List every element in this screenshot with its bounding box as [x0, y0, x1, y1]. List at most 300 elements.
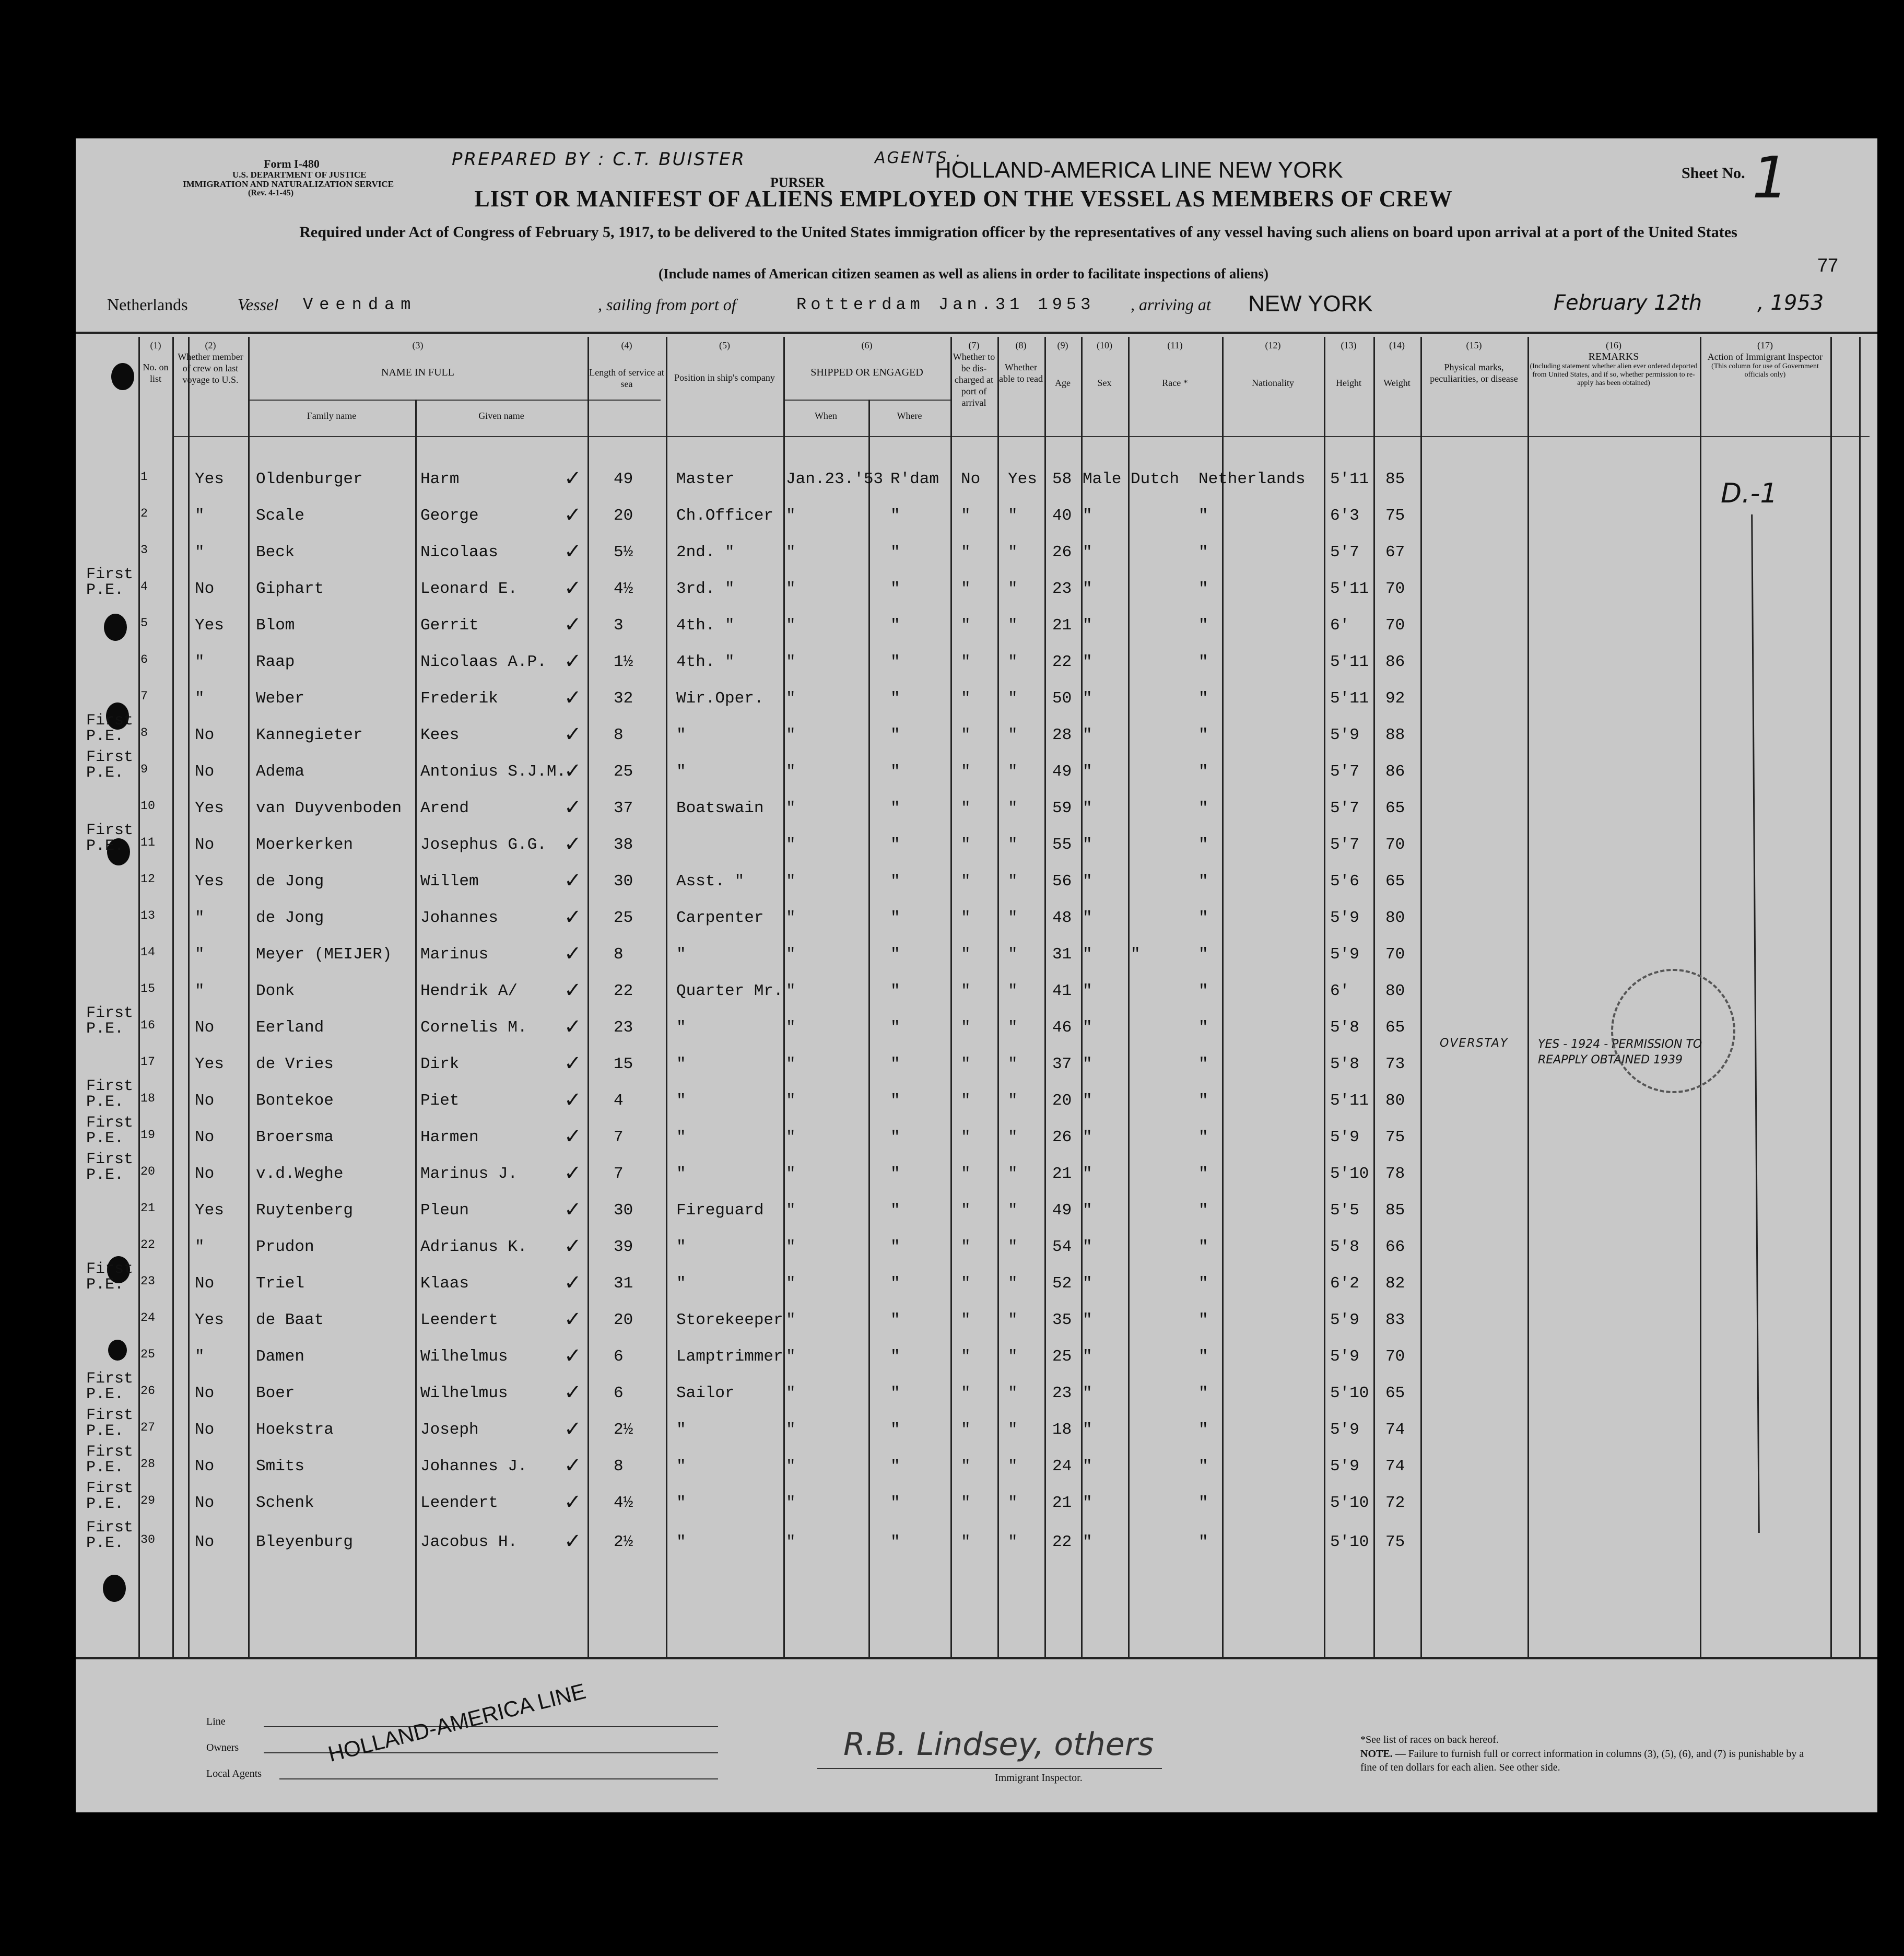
cell-able-to-read: "	[1008, 1238, 1018, 1256]
cell-weight: 80	[1385, 982, 1405, 1000]
cell-length-of-service: 3	[614, 616, 624, 635]
cell-sex: "	[1083, 726, 1092, 744]
col-number: (7)	[968, 340, 980, 350]
col-label: Action of Immigrant Inspector	[1707, 352, 1823, 362]
cell-sex: "	[1083, 982, 1092, 1000]
note-text: — Failure to furnish full or correct information in columns (3), (5), (6), and (7) is punishable by a fine of ten dollars for each alien. See other side.	[1360, 1748, 1804, 1773]
cell-position: Fireguard	[676, 1201, 764, 1220]
line-stamp: HOLLAND-AMERICA LINE	[325, 1678, 589, 1767]
cell-able-to-read: "	[1008, 982, 1018, 1000]
note-label: NOTE.	[1360, 1748, 1393, 1760]
cell-height: 6'	[1330, 616, 1350, 635]
cell-nationality: "	[1198, 1128, 1208, 1146]
cell-discharged: "	[961, 689, 971, 708]
cell-able-to-read: "	[1008, 653, 1018, 671]
cell-nationality: "	[1198, 1348, 1208, 1366]
cell-weight: 70	[1385, 836, 1405, 854]
cell-row-number: 1	[140, 470, 148, 484]
cell-last-voyage: No	[195, 726, 215, 744]
cell-height: 5'8	[1330, 1055, 1359, 1073]
cell-able-to-read: "	[1008, 616, 1018, 635]
cell-last-voyage: No	[195, 1421, 215, 1439]
check-mark-icon: ✓	[564, 613, 582, 636]
cell-row-number: 27	[140, 1421, 155, 1434]
cell-row-number: 20	[140, 1165, 155, 1178]
cell-height: 5'9	[1330, 945, 1359, 964]
cell-length-of-service: 30	[614, 872, 633, 891]
cell-given-name: Leendert	[420, 1311, 498, 1329]
cell-discharged: "	[961, 1533, 971, 1551]
cell-row-number: 21	[140, 1201, 155, 1215]
cell-age: 25	[1052, 1348, 1072, 1366]
cell-sex: "	[1083, 653, 1092, 671]
cell-shipped-where: "	[890, 1348, 900, 1366]
cell-position: "	[676, 1128, 686, 1146]
cell-discharged: "	[961, 1201, 971, 1220]
cell-shipped-when: "	[786, 872, 796, 891]
cell-able-to-read: "	[1008, 1201, 1018, 1220]
col-number: (2)	[205, 340, 216, 350]
cell-sex: "	[1083, 1274, 1092, 1293]
cell-age: 49	[1052, 763, 1072, 781]
cell-given-name: Adrianus K.	[420, 1238, 527, 1256]
cell-last-voyage: No	[195, 1457, 215, 1475]
col-label: Whether to be dis-charged at port of arrival	[953, 352, 995, 408]
cell-length-of-service: 49	[614, 470, 633, 488]
cell-discharged: "	[961, 1128, 971, 1146]
cell-age: 26	[1052, 543, 1072, 561]
cell-last-voyage: Yes	[195, 1311, 224, 1329]
cell-weight: 72	[1385, 1494, 1405, 1512]
check-mark-icon: ✓	[564, 686, 582, 709]
table-row	[76, 1407, 1877, 1452]
cell-age: 54	[1052, 1238, 1072, 1256]
cell-nationality: "	[1198, 763, 1208, 781]
col-number: (10)	[1097, 340, 1112, 350]
cell-last-voyage: No	[195, 1494, 215, 1512]
cell-position: "	[676, 1421, 686, 1439]
cell-nationality: "	[1198, 945, 1208, 964]
cell-family-name: van Duyvenboden	[256, 799, 402, 817]
check-mark-icon: ✓	[564, 1454, 582, 1477]
table-row	[76, 1519, 1877, 1564]
col-label: Physical marks, peculiarities, or disease	[1430, 362, 1518, 384]
cell-last-voyage: No	[195, 1274, 215, 1293]
cell-shipped-where: "	[890, 1274, 900, 1293]
cell-position: "	[676, 1092, 686, 1110]
cell-length-of-service: 38	[614, 836, 633, 854]
cell-age: 22	[1052, 1533, 1072, 1551]
vessel-name: Veendam	[303, 295, 417, 314]
cell-length-of-service: 22	[614, 982, 633, 1000]
cell-shipped-where: "	[890, 1457, 900, 1475]
cell-position: "	[676, 1457, 686, 1475]
cell-shipped-when: "	[786, 799, 796, 817]
cell-position: Master	[676, 470, 735, 488]
table-row	[76, 905, 1877, 940]
cell-nationality: "	[1198, 1421, 1208, 1439]
cell-sex: "	[1083, 580, 1092, 598]
cell-length-of-service: 8	[614, 726, 624, 744]
cell-discharged: "	[961, 836, 971, 854]
cell-row-number: 3	[140, 543, 148, 557]
cell-position: "	[676, 1238, 686, 1256]
cell-shipped-when: "	[786, 945, 796, 964]
cell-shipped-when: "	[786, 1494, 796, 1512]
cell-row-number: 4	[140, 580, 148, 593]
check-mark-icon: ✓	[564, 649, 582, 673]
cell-height: 5'11	[1330, 580, 1369, 598]
cell-row-number: 2	[140, 507, 148, 520]
cell-age: 23	[1052, 1384, 1072, 1402]
race-note: *See list of races on back hereof.	[1360, 1734, 1499, 1746]
cell-discharged: "	[961, 1055, 971, 1073]
cell-position: "	[676, 1055, 686, 1073]
first-pe-note: First P.E.	[86, 1077, 134, 1111]
cell-sex: "	[1083, 799, 1092, 817]
cell-shipped-when: "	[786, 507, 796, 525]
cell-given-name: Klaas	[420, 1274, 469, 1293]
table-row	[76, 822, 1877, 867]
sailing-label: , sailing from port of	[598, 295, 736, 314]
signature-rule	[817, 1768, 1162, 1769]
cell-row-number: 5	[140, 616, 148, 630]
arriving-label: , arriving at	[1131, 295, 1211, 314]
cell-shipped-when: "	[786, 580, 796, 598]
first-pe-note: First P.E.	[86, 1114, 134, 1147]
form-revision: (Rev. 4-1-45)	[248, 189, 294, 197]
cell-age: 24	[1052, 1457, 1072, 1475]
cell-weight: 86	[1385, 763, 1405, 781]
table-row	[76, 1234, 1877, 1269]
cell-shipped-when: "	[786, 1348, 796, 1366]
first-pe-note: First P.E.	[86, 1004, 134, 1038]
col-label: No. on list	[143, 362, 169, 384]
cell-discharged: "	[961, 872, 971, 891]
cell-sex: "	[1083, 1348, 1092, 1366]
cell-discharged: "	[961, 982, 971, 1000]
cell-last-voyage: No	[195, 763, 215, 781]
cell-weight: 73	[1385, 1055, 1405, 1073]
cell-able-to-read: "	[1008, 799, 1018, 817]
cell-family-name: Giphart	[256, 580, 324, 598]
cell-height: 5'8	[1330, 1018, 1359, 1037]
cell-age: 49	[1052, 1201, 1072, 1220]
cell-shipped-where: "	[890, 1421, 900, 1439]
cell-age: 55	[1052, 836, 1072, 854]
cell-height: 5'6	[1330, 872, 1359, 891]
col-note: (This column for use of Government officials only)	[1711, 362, 1819, 379]
check-mark-icon: ✓	[564, 1125, 582, 1148]
cell-last-voyage: Yes	[195, 872, 224, 891]
check-mark-icon: ✓	[564, 905, 582, 929]
cell-weight: 70	[1385, 580, 1405, 598]
cell-nationality: "	[1198, 1092, 1208, 1110]
cell-able-to-read: "	[1008, 580, 1018, 598]
cell-shipped-when: "	[786, 1165, 796, 1183]
cell-length-of-service: 8	[614, 945, 624, 964]
cell-height: 5'7	[1330, 543, 1359, 561]
table-row	[76, 1480, 1877, 1525]
cell-weight: 75	[1385, 507, 1405, 525]
cell-given-name: Johannes	[420, 909, 498, 927]
cell-discharged: "	[961, 726, 971, 744]
cell-family-name: Schenk	[256, 1494, 314, 1512]
table-row	[76, 748, 1877, 794]
cell-height: 5'10	[1330, 1533, 1369, 1551]
cell-position: "	[676, 763, 686, 781]
cell-weight: 78	[1385, 1165, 1405, 1183]
table-row	[76, 1307, 1877, 1342]
check-mark-icon: ✓	[564, 942, 582, 965]
cell-height: 5'10	[1330, 1494, 1369, 1512]
cell-family-name: Ruytenberg	[256, 1201, 354, 1220]
cell-length-of-service: 6	[614, 1384, 624, 1402]
sheet-number: 1	[1752, 144, 1789, 211]
cell-discharged: "	[961, 580, 971, 598]
cell-weight: 80	[1385, 1092, 1405, 1110]
cell-shipped-when: "	[786, 726, 796, 744]
cell-nationality: "	[1198, 689, 1208, 708]
table-row	[76, 978, 1877, 1013]
cell-last-voyage: "	[195, 543, 205, 561]
cell-able-to-read: "	[1008, 1165, 1018, 1183]
cell-shipped-when: "	[786, 1238, 796, 1256]
check-mark-icon: ✓	[564, 1380, 582, 1404]
check-mark-icon: ✓	[564, 722, 582, 746]
cell-discharged: "	[961, 1238, 971, 1256]
cell-row-number: 8	[140, 726, 148, 740]
table-row	[76, 1344, 1877, 1379]
cell-height: 5'5	[1330, 1201, 1359, 1220]
cell-row-number: 29	[140, 1494, 155, 1507]
cell-weight: 70	[1385, 616, 1405, 635]
first-pe-note: First P.E.	[86, 748, 134, 782]
first-pe-note: First P.E.	[86, 1260, 134, 1294]
cell-shipped-when: "	[786, 982, 796, 1000]
cell-able-to-read: "	[1008, 1457, 1018, 1475]
cell-sex: "	[1083, 1165, 1092, 1183]
table-row	[76, 1077, 1877, 1123]
cell-discharged: "	[961, 1457, 971, 1475]
cell-shipped-where: "	[890, 1311, 900, 1329]
cell-length-of-service: 4½	[614, 1494, 633, 1512]
cell-shipped-where: "	[890, 799, 900, 817]
cell-last-voyage: "	[195, 1238, 205, 1256]
first-pe-note: First P.E.	[86, 1480, 134, 1513]
cell-age: 21	[1052, 616, 1072, 635]
col-label: Nationality	[1252, 378, 1294, 388]
cell-sex: "	[1083, 1238, 1092, 1256]
col-label: REMARKS	[1588, 351, 1639, 362]
col-number: (9)	[1057, 340, 1068, 350]
cell-nationality: "	[1198, 1201, 1208, 1220]
cell-discharged: "	[961, 1421, 971, 1439]
cell-shipped-when: "	[786, 1421, 796, 1439]
col-number: (13)	[1341, 340, 1357, 350]
col-number: (1)	[150, 340, 161, 350]
cell-nationality: "	[1198, 1311, 1208, 1329]
cell-able-to-read: "	[1008, 763, 1018, 781]
cell-height: 5'11	[1330, 470, 1369, 488]
inspector-signature: R.B. Lindsey, others	[843, 1726, 1154, 1763]
cell-discharged: "	[961, 653, 971, 671]
cell-sex: "	[1083, 1201, 1092, 1220]
cell-position: Quarter Mr.	[676, 982, 783, 1000]
cell-height: 5'11	[1330, 689, 1369, 708]
cell-nationality: "	[1198, 1533, 1208, 1551]
cell-able-to-read: "	[1008, 909, 1018, 927]
cell-family-name: Adema	[256, 763, 305, 781]
cell-nationality: "	[1198, 653, 1208, 671]
cell-length-of-service: 32	[614, 689, 633, 708]
cell-position: Ch.Officer	[676, 507, 774, 525]
cell-nationality: "	[1198, 1055, 1208, 1073]
cell-weight: 65	[1385, 1384, 1405, 1402]
cell-age: 26	[1052, 1128, 1072, 1146]
cell-age: 41	[1052, 982, 1072, 1000]
cell-height: 5'9	[1330, 909, 1359, 927]
cell-height: 5'7	[1330, 799, 1359, 817]
cell-last-voyage: Yes	[195, 616, 224, 635]
table-row	[76, 712, 1877, 757]
cell-length-of-service: 25	[614, 909, 633, 927]
check-mark-icon: ✓	[564, 1051, 582, 1075]
cell-shipped-when: "	[786, 763, 796, 781]
cell-shipped-when: "	[786, 1311, 796, 1329]
cell-given-name: Johannes J.	[420, 1457, 527, 1475]
cell-family-name: Scale	[256, 507, 305, 525]
cell-given-name: Joseph	[420, 1421, 479, 1439]
cell-row-number: 16	[140, 1018, 155, 1032]
cell-weight: 65	[1385, 1018, 1405, 1037]
cell-last-voyage: "	[195, 689, 205, 708]
cell-discharged: "	[961, 945, 971, 964]
cell-row-number: 14	[140, 945, 155, 959]
cell-position: Storekeeper	[676, 1311, 783, 1329]
cell-position: 4th. "	[676, 653, 735, 671]
table-row	[76, 466, 1877, 501]
cell-position: Boatswain	[676, 799, 764, 817]
table-row	[76, 795, 1877, 830]
cell-given-name: George	[420, 507, 479, 525]
col-number: (3)	[412, 340, 424, 350]
form-number: Form I-480	[264, 157, 320, 170]
cell-weight: 74	[1385, 1421, 1405, 1439]
cell-last-voyage: "	[195, 653, 205, 671]
cell-row-number: 7	[140, 689, 148, 703]
cell-sex: "	[1083, 616, 1092, 635]
cell-family-name: Oldenburger	[256, 470, 363, 488]
cell-given-name: Kees	[420, 726, 460, 744]
page-subtitle: Required under Act of Congress of February 5, 1917, to be delivered to the United States immigration officer by the representatives of any vessel having such aliens on board upon arrival at a port of the United States	[299, 224, 1737, 241]
cell-family-name: Beck	[256, 543, 295, 561]
cell-last-voyage: No	[195, 1384, 215, 1402]
check-mark-icon: ✓	[564, 1417, 582, 1440]
cell-sex: "	[1083, 1055, 1092, 1073]
crew-table-body	[76, 138, 1877, 1812]
first-pe-note: First P.E.	[86, 1443, 134, 1477]
cell-shipped-where: "	[890, 1018, 900, 1037]
cell-age: 48	[1052, 909, 1072, 927]
cell-shipped-when: "	[786, 836, 796, 854]
cell-given-name: Willem	[420, 872, 479, 891]
cell-nationality: "	[1198, 616, 1208, 635]
cell-shipped-when: "	[786, 689, 796, 708]
cell-length-of-service: 20	[614, 1311, 633, 1329]
cell-family-name: Donk	[256, 982, 295, 1000]
cell-length-of-service: 23	[614, 1018, 633, 1037]
cell-nationality: "	[1198, 1238, 1208, 1256]
cell-family-name: Kannegieter	[256, 726, 363, 744]
cell-discharged: "	[961, 1018, 971, 1037]
cell-position: "	[676, 1274, 686, 1293]
cell-shipped-when: "	[786, 1055, 796, 1073]
cell-shipped-where: "	[890, 1128, 900, 1146]
col-number: (17)	[1757, 340, 1773, 350]
cell-discharged: No	[961, 470, 981, 488]
cell-weight: 70	[1385, 1348, 1405, 1366]
check-mark-icon: ✓	[564, 466, 582, 490]
footer-agents-label: Local Agents	[206, 1768, 262, 1779]
cell-length-of-service: 37	[614, 799, 633, 817]
cell-able-to-read: "	[1008, 1018, 1018, 1037]
cell-family-name: Boer	[256, 1384, 295, 1402]
cell-length-of-service: 25	[614, 763, 633, 781]
cell-weight: 80	[1385, 909, 1405, 927]
cell-nationality: "	[1198, 1274, 1208, 1293]
cell-family-name: de Jong	[256, 872, 324, 891]
check-mark-icon: ✓	[564, 795, 582, 819]
cell-last-voyage: No	[195, 580, 215, 598]
cell-able-to-read: "	[1008, 1421, 1018, 1439]
cell-able-to-read: "	[1008, 1533, 1018, 1551]
cell-weight: 75	[1385, 1128, 1405, 1146]
vessel-label: Vessel	[238, 295, 279, 314]
cell-sex: "	[1083, 543, 1092, 561]
page-title: LIST OR MANIFEST OF ALIENS EMPLOYED ON THE VESSEL AS MEMBERS OF CREW	[474, 186, 1453, 212]
cell-length-of-service: 6	[614, 1348, 624, 1366]
cell-able-to-read: "	[1008, 1311, 1018, 1329]
cell-given-name: Wilhelmus	[420, 1384, 508, 1402]
cell-weight: 65	[1385, 872, 1405, 891]
cell-sex: "	[1083, 763, 1092, 781]
cell-length-of-service: 31	[614, 1274, 633, 1293]
cell-shipped-where: "	[890, 836, 900, 854]
col-label: Whether able to read	[999, 362, 1043, 384]
sailing-port: Rotterdam Jan.31 1953	[796, 295, 1095, 314]
cell-last-voyage: "	[195, 909, 205, 927]
inspector-mark: D.-1	[1721, 478, 1778, 509]
cell-able-to-read: "	[1008, 1274, 1018, 1293]
cell-row-number: 28	[140, 1457, 155, 1471]
dept-justice-stamp	[1611, 969, 1735, 1093]
cell-nationality: "	[1198, 1494, 1208, 1512]
cell-family-name: v.d.Weghe	[256, 1165, 344, 1183]
cell-given-name: Frederik	[420, 689, 498, 708]
cell-family-name: Weber	[256, 689, 305, 708]
col-label: Position in ship's company	[674, 372, 775, 383]
cell-weight: 86	[1385, 653, 1405, 671]
cell-height: 5'9	[1330, 1128, 1359, 1146]
cell-nationality: "	[1198, 872, 1208, 891]
cell-height: 6'2	[1330, 1274, 1359, 1293]
cell-weight: 67	[1385, 543, 1405, 561]
col-label: Whether member of crew on last voyage to U.S.	[178, 352, 243, 385]
line-name: HOLLAND-AMERICA LINE NEW YORK	[935, 157, 1343, 183]
cell-sex: "	[1083, 945, 1092, 964]
cell-age: 46	[1052, 1018, 1072, 1037]
